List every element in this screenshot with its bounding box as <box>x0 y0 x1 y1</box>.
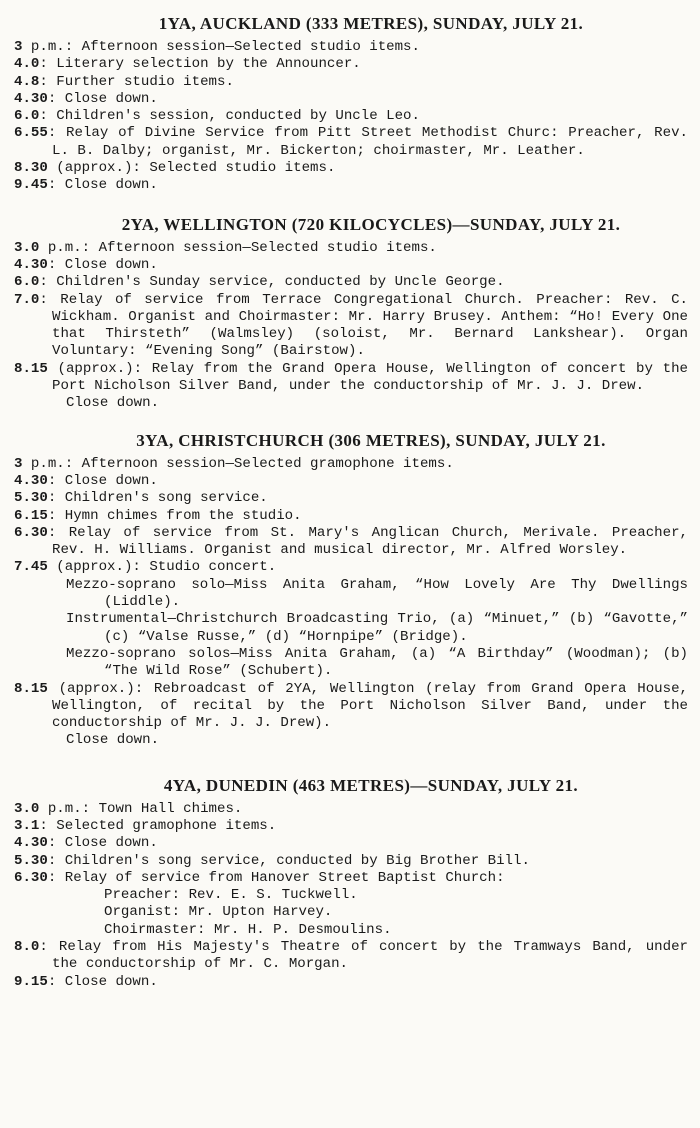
entry-time: 4.0 <box>14 56 40 73</box>
entry-text: p.m.: Afternoon session—Selected gramophone items. <box>22 455 454 472</box>
entry-time: 5.30 <box>14 852 48 869</box>
program-entry <box>14 177 688 194</box>
program-entry <box>14 818 688 835</box>
program-entry <box>14 559 688 576</box>
closing-line: Close down. <box>66 395 160 412</box>
program-entry <box>14 473 688 490</box>
service-detail: Choirmaster: Mr. H. P. Desmoulins. <box>104 921 392 938</box>
concert-item: Mezzo-soprano solos—Miss Anita Graham, (a) “A Birthday” (Woodman); (b) “The Wild Rose” (Schubert). <box>66 645 688 680</box>
entry-text: : Hymn chimes from the studio. <box>47 507 302 524</box>
program-entry <box>14 456 688 473</box>
entry-text: (approx.): Studio concert. <box>47 559 277 576</box>
program-entry <box>14 801 688 818</box>
entry-time: 3 <box>14 455 23 472</box>
program-entry <box>14 240 688 257</box>
program-entry <box>14 939 688 974</box>
program-entry <box>14 56 688 73</box>
entry-time: 6.15 <box>14 507 48 524</box>
program-entry <box>14 681 688 733</box>
entry-text: : Children's Sunday service, conducted by Uncle George. <box>39 274 505 291</box>
program-entry <box>14 160 688 177</box>
program-entry <box>14 74 688 91</box>
entry-time: 4.30 <box>14 90 48 107</box>
entry-text: p.m.: Afternoon session—Selected studio items. <box>39 239 437 256</box>
service-detail: Preacher: Rev. E. S. Tuckwell. <box>104 887 358 904</box>
entry-time: 3.0 <box>14 800 40 817</box>
entry-time: 8.30 <box>14 160 48 177</box>
program-entry <box>14 853 688 870</box>
entry-time: 4.30 <box>14 256 48 273</box>
entry-time: 4.8 <box>14 73 40 90</box>
program-entry <box>14 39 688 56</box>
entry-text: : Close down. <box>47 472 158 489</box>
entry-time: 4.30 <box>14 472 48 489</box>
section-2ya-wellington <box>14 215 688 413</box>
entry-text: (approx.): Relay from the Grand Opera House, Wellington of concert by the Port Nicholson Silver Band, under the conductorship of Mr. J. J. Drew. <box>47 360 688 395</box>
entry-time: 8.15 <box>14 360 48 377</box>
program-entry <box>14 108 688 125</box>
entry-time: 5.30 <box>14 490 48 507</box>
entry-text: : Children's session, conducted by Uncle Leo. <box>39 108 420 125</box>
program-entry <box>14 257 688 274</box>
section-heading: 1YA, AUCKLAND (333 METRES), SUNDAY, JULY 21. <box>158 14 584 33</box>
program-entry <box>14 974 688 991</box>
program-entry <box>14 870 688 887</box>
section-1ya-auckland <box>14 14 688 195</box>
entry-text: : Selected gramophone items. <box>39 817 277 834</box>
program-entry <box>14 292 688 361</box>
section-heading: 3YA, CHRISTCHURCH (306 METRES), SUNDAY, JULY 21. <box>136 430 606 450</box>
entry-text: : Children's song service. <box>47 490 268 507</box>
entry-time: 3.0 <box>14 239 40 256</box>
entry-text: : Relay of service from Hanover Street Baptist Church: <box>47 869 505 886</box>
entry-text: : Relay of service from Terrace Congregational Church. Preacher: Rev. C. Wickham. Organist and Choirmaster: Mr. Harry Brusey. Anthem: “Ho! Every One that Thirsteth” (Walmsley) (soloist, Mr. Bernard Lankshear). Organ Voluntary: “Evening Song” (Bairstow). <box>39 291 688 360</box>
entry-text: : Children's song service, conducted by Big Brother Bill. <box>47 852 530 869</box>
entry-text: (approx.): Selected studio items. <box>47 160 336 177</box>
entry-time: 6.0 <box>14 274 40 291</box>
entry-text: : Close down. <box>47 90 158 107</box>
entry-time: 8.15 <box>14 680 48 697</box>
program-entry <box>14 91 688 108</box>
section-3ya-christchurch <box>14 431 688 750</box>
section-heading: 4YA, DUNEDIN (463 METRES)—SUNDAY, JULY 21. <box>163 775 579 795</box>
program-entry <box>14 125 688 160</box>
service-detail: Organist: Mr. Upton Harvey. <box>104 904 333 921</box>
section-4ya-dunedin <box>14 776 688 991</box>
entry-text: : Close down. <box>47 177 158 194</box>
program-entry <box>14 490 688 507</box>
entry-time: 6.55 <box>14 125 48 142</box>
closing-line: Close down. <box>66 732 160 749</box>
entry-time: 7.0 <box>14 291 40 308</box>
section-heading: 2YA, WELLINGTON (720 KILOCYCLES)—SUNDAY, JULY 21. <box>121 214 621 234</box>
entry-time: 6.0 <box>14 108 40 125</box>
entry-time: 7.45 <box>14 559 48 576</box>
entry-time: 6.30 <box>14 869 48 886</box>
entry-text: p.m.: Town Hall chimes. <box>39 800 243 817</box>
entry-text: : Further studio items. <box>39 73 234 90</box>
entry-text: : Relay of service from St. Mary's Anglican Church, Merivale. Preacher, Rev. H. Williams. Organist and musical director, Mr. Alfred Worsley. <box>47 524 688 559</box>
program-entry <box>14 835 688 852</box>
entry-time: 8.0 <box>14 939 40 956</box>
entry-text: : Close down. <box>47 256 158 273</box>
entry-text: : Relay of Divine Service from Pitt Street Methodist Churc: Preacher, Rev. L. B. Dalby; organist, Mr. Bickerton; choirmaster, Mr. Leather. <box>47 125 688 159</box>
entry-time: 3 <box>14 39 23 55</box>
program-entry <box>14 274 688 291</box>
entry-text: p.m.: Afternoon session—Selected studio items. <box>22 39 420 55</box>
newspaper-page <box>0 14 700 1128</box>
entry-time: 4.30 <box>14 835 48 852</box>
entry-text: : Literary selection by the Announcer. <box>39 56 361 73</box>
entry-text: : Close down. <box>47 835 158 852</box>
entry-text: : Close down. <box>47 973 158 990</box>
entry-time: 9.45 <box>14 177 48 194</box>
entry-text: (approx.): Rebroadcast of 2YA, Wellington (relay from Grand Opera House, Wellington, of recital by the Port Nicholson Silver Band, under the conductorship of Mr. J. J. Drew). <box>47 680 688 732</box>
concert-item: Mezzo-soprano solo—Miss Anita Graham, “How Lovely Are Thy Dwellings (Liddle). <box>66 576 688 611</box>
program-entry <box>14 525 688 560</box>
program-entry <box>14 361 688 396</box>
entry-text: : Relay from His Majesty's Theatre of concert by the Tramways Band, under the conductorship of Mr. C. Morgan. <box>39 939 688 973</box>
entry-time: 9.15 <box>14 973 48 990</box>
concert-item: Instrumental—Christchurch Broadcasting Trio, (a) “Minuet,” (b) “Gavotte,” (c) “Valse Russe,” (d) “Hornpipe” (Bridge). <box>66 611 688 645</box>
entry-time: 3.1 <box>14 817 40 834</box>
program-entry <box>14 508 688 525</box>
entry-time: 6.30 <box>14 524 48 541</box>
